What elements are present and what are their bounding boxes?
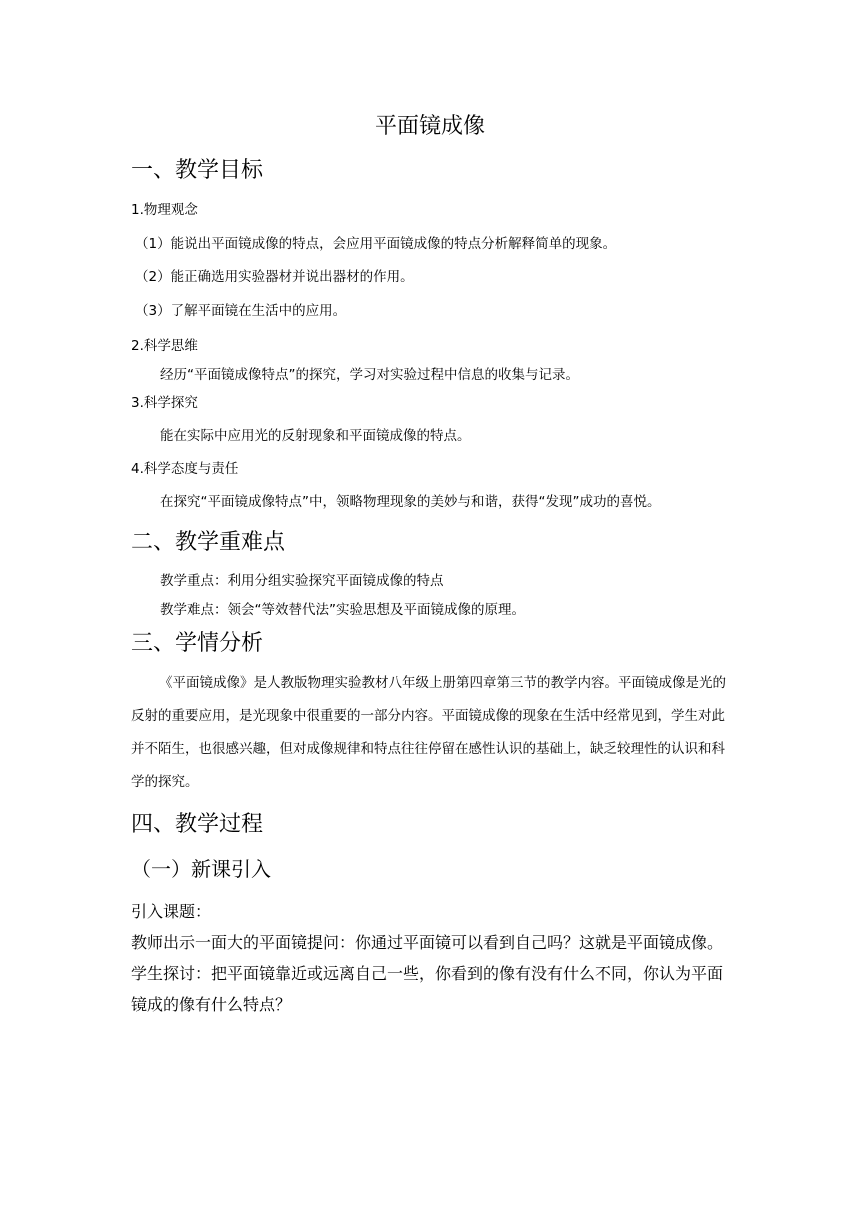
attitude-text: 在探究“平面镜成像特点”中，领略物理现象的美妙与和谐，获得“发现”成功的喜悦。 [160, 494, 661, 510]
student-analysis-paragraph: 《平面镜成像》是人教版物理实验教材八年级上册第四章第三节的教学内容。平面镜成像是光的反射的重要应用，是光现象中很重要的一部分内容。平面镜成像的现象在生活中经常见到，学生对此并不陌生，也很感兴趣，但对成像规律和特点往往停留在感性认识的基础上，缺乏较理性的认识和科学的探究。 [131, 675, 726, 790]
subheading-intro: （一）新课引入 [131, 857, 271, 881]
key-point-text: 教学重点：利用分组实验探究平面镜成像的特点 [160, 573, 444, 589]
objective-item-2: （2）能正确选用实验器材并说出器材的作用。 [135, 269, 414, 285]
subheading-scientific-thinking: 2.科学思维 [131, 338, 198, 354]
section-heading-process: 四、教学过程 [131, 812, 264, 837]
section-heading-objectives: 一、教学目标 [131, 158, 264, 183]
subheading-attitude: 4.科学态度与责任 [131, 461, 239, 477]
section-heading-student-analysis: 三、学情分析 [131, 631, 264, 656]
subheading-physics-concept: 1.物理观念 [131, 202, 198, 218]
student-discussion: 学生探讨：把平面镜靠近或远离自己一些，你看到的像有没有什么不同，你认为平面镜成的像有什么特点？ [131, 964, 724, 1014]
intro-lead: 引入课题： [131, 902, 212, 921]
scientific-inquiry-text: 能在实际中应用光的反射现象和平面镜成像的特点。 [160, 428, 471, 444]
intro-block [131, 896, 733, 1020]
section-heading-key-points: 二、教学重难点 [131, 530, 286, 555]
teacher-prompt: 教师出示一面大的平面镜提问：你通过平面镜可以看到自己吗？这就是平面镜成像。 [131, 933, 724, 952]
objective-item-1: （1）能说出平面镜成像的特点，会应用平面镜成像的特点分析解释简单的现象。 [135, 236, 617, 252]
document-title: 平面镜成像 [374, 114, 485, 139]
objective-item-3: （3）了解平面镜在生活中的应用。 [135, 303, 347, 319]
difficulty-text: 教学难点：领会“等效替代法”实验思想及平面镜成像的原理。 [160, 602, 525, 618]
subheading-scientific-inquiry: 3.科学探究 [131, 395, 198, 411]
scientific-thinking-text: 经历“平面镜成像特点”的探究，学习对实验过程中信息的收集与记录。 [160, 367, 579, 383]
